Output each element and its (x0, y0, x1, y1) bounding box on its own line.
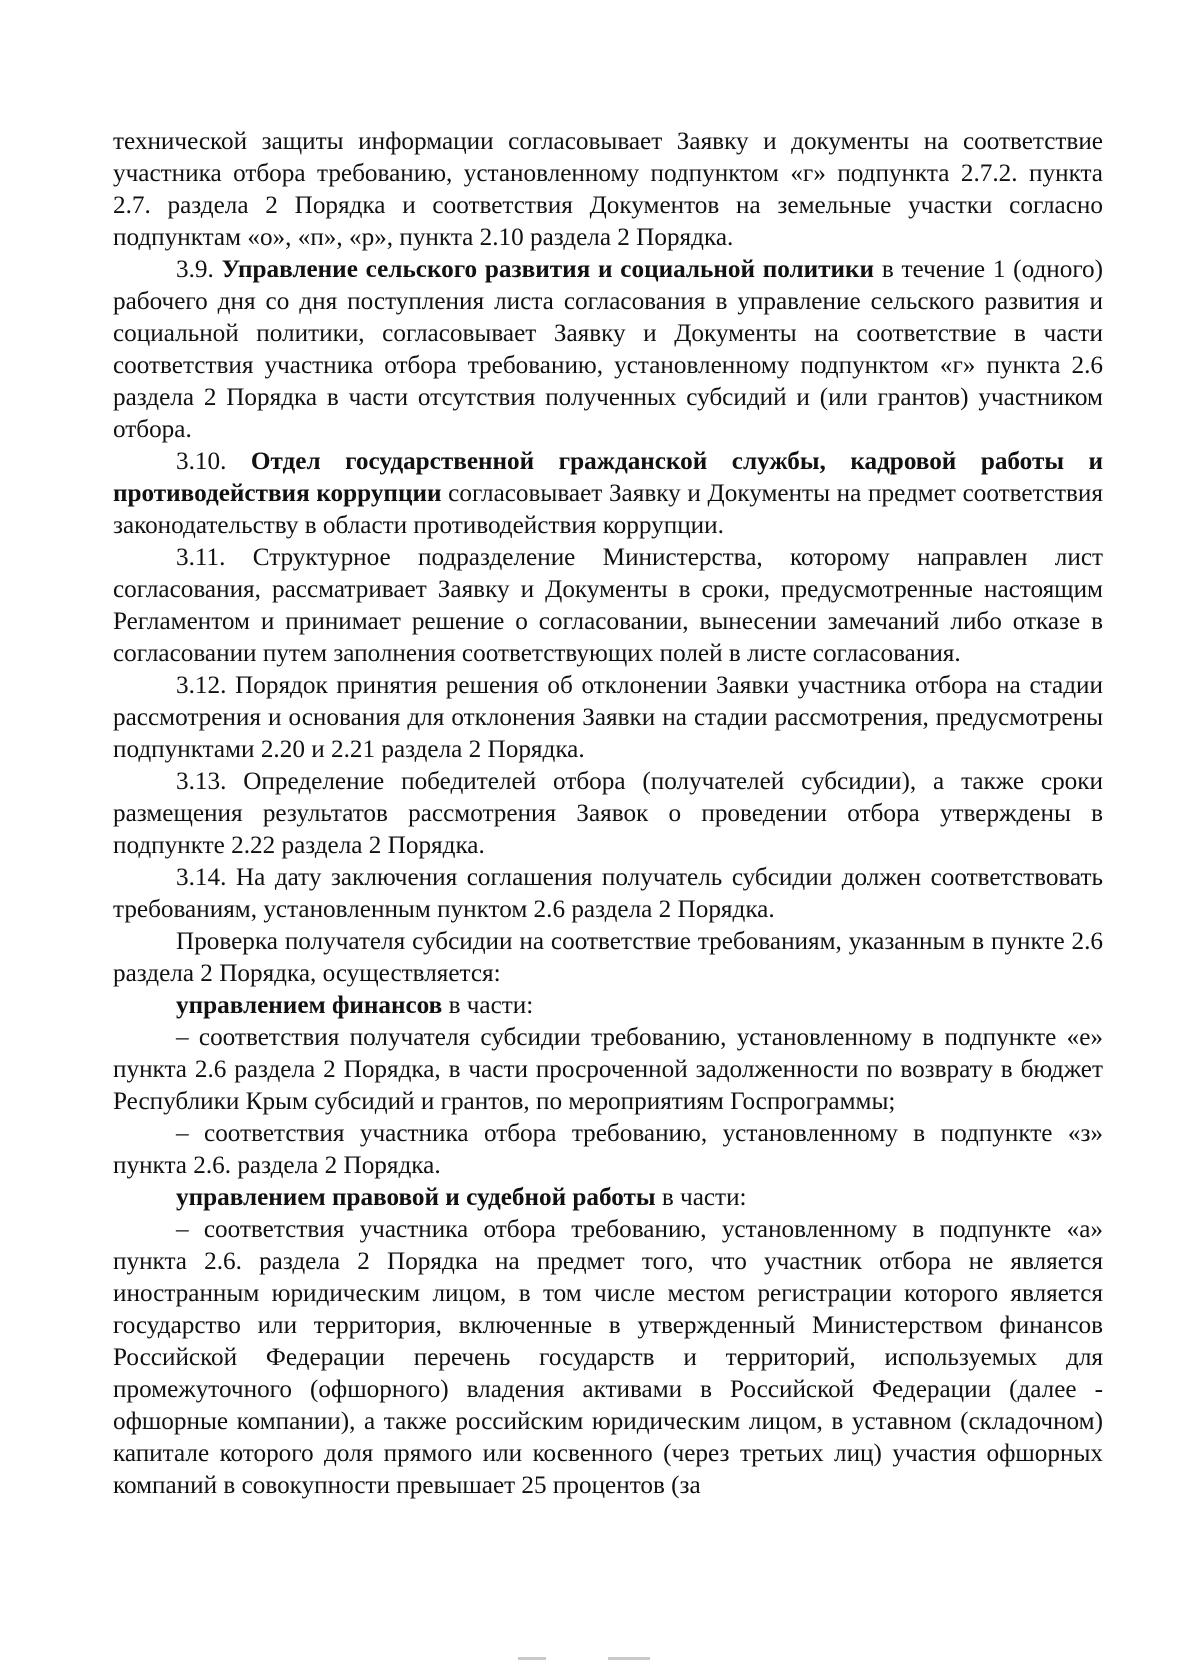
list-item-finance-1: – соответствия получателя субсидии требованию, установленному в подпункте «е» пункта 2.6 раздела 2 Порядка, в части просроченной задолженности по возврату в бюджет Республики Крым субсидий и грантов, по мероприятиям Госпрограммы; (113, 1024, 1103, 1115)
paragraph-verification-intro: Проверка получателя субсидии на соответствие требованиям, указанным в пункте 2.6 раздела 2 Порядка, осуществляется: (113, 928, 1103, 987)
paragraph-legal-heading (113, 1182, 1103, 1214)
bold-department-name: управлением финансов (176, 992, 443, 1019)
paragraph-number: 3.9. (176, 256, 222, 283)
paragraph-3-13: 3.13. Определение победителей отбора (получателей субсидии), а также сроки размещения результатов рассмотрения Заявок о проведении отбора утверждены в подпункте 2.22 раздела 2 Порядка. (113, 768, 1103, 859)
paragraph-text: в части: (442, 992, 534, 1019)
scan-artifact-mark (518, 1657, 546, 1660)
bold-department-name: управлением правовой и судебной работы (176, 1184, 656, 1211)
paragraph-text: в части: (655, 1184, 747, 1211)
paragraph-3-12: 3.12. Порядок принятия решения об отклонении Заявки участника отбора на стадии рассмотрения и основания для отклонения Заявки на стадии рассмотрения, предусмотрены подпунктами 2.20 и 2.21 раздела 2 Порядка. (113, 672, 1103, 763)
bold-department-name: Отдел государственной гражданской службы, кадровой работы и противодействия коррупции (113, 448, 1104, 507)
paragraph-3-10 (113, 446, 1103, 542)
paragraph-number: 3.10. (176, 448, 251, 475)
paragraph-3-14: 3.14. На дату заключения соглашения получатель субсидии должен соответствовать требованиям, установленным пунктом 2.6 раздела 2 Порядка. (113, 864, 1103, 923)
paragraph-3-9 (113, 254, 1103, 446)
list-item-legal-1: – соответствия участника отбора требованию, установленному в подпункте «а» пункта 2.6. раздела 2 Порядка на предмет того, что участник отбора не является иностранным юридическим лицом, в том числе местом регистрации которого является государство или территория, включенные в утвержденный Министерством финансов Российской Федерации перечень государств и территорий, используемых для промежуточного (офшорного) владения активами в Российской Федерации (далее - офшорные компании), а также российским юридическим лицом, в уставном (складочном) капитале которого доля прямого или косвенного (через третьих лиц) участия офшорных компаний в совокупности превышает 25 процентов (за (113, 1216, 1103, 1499)
scan-artifact-mark (608, 1657, 650, 1660)
bold-department-name: Управление сельского развития и социальной политики (221, 256, 875, 283)
paragraph-continuation: технической защиты информации согласовывает Заявку и документы на соответствие участника отбора требованию, установленному подпунктом «г» подпункта 2.7.2. пункта 2.7. раздела 2 Порядка и соответствия Документов на земельные участки согласно подпунктам «о», «п», «р», пункта 2.10 раздела 2 Порядка. (113, 128, 1103, 251)
paragraph-text: в течение 1 (одного) рабочего дня со дня поступления листа согласования в управление сельского развития и социальной политики, согласовывает Заявку и Документы на соответствие в части соответствия участника отбора требованию, установленному подпунктом «г» пункта 2.6 раздела 2 Порядка в части отсутствия полученных субсидий и (или грантов) участником отбора. (113, 256, 1104, 443)
document-body (113, 126, 1103, 1502)
paragraph-text: согласовывает Заявку и Документы на предмет соответствия законодательству в области противодействия коррупции. (113, 480, 1103, 539)
list-item-finance-2: – соответствия участника отбора требованию, установленному в подпункте «з» пункта 2.6. раздела 2 Порядка. (113, 1120, 1103, 1179)
paragraph-finance-heading (113, 990, 1103, 1022)
paragraph-3-11: 3.11. Структурное подразделение Министерства, которому направлен лист согласования, рассматривает Заявку и Документы в сроки, предусмотренные настоящим Регламентом и принимает решение о согласовании, вынесении замечаний либо отказе в согласовании путем заполнения соответствующих полей в листе согласования. (113, 544, 1103, 667)
